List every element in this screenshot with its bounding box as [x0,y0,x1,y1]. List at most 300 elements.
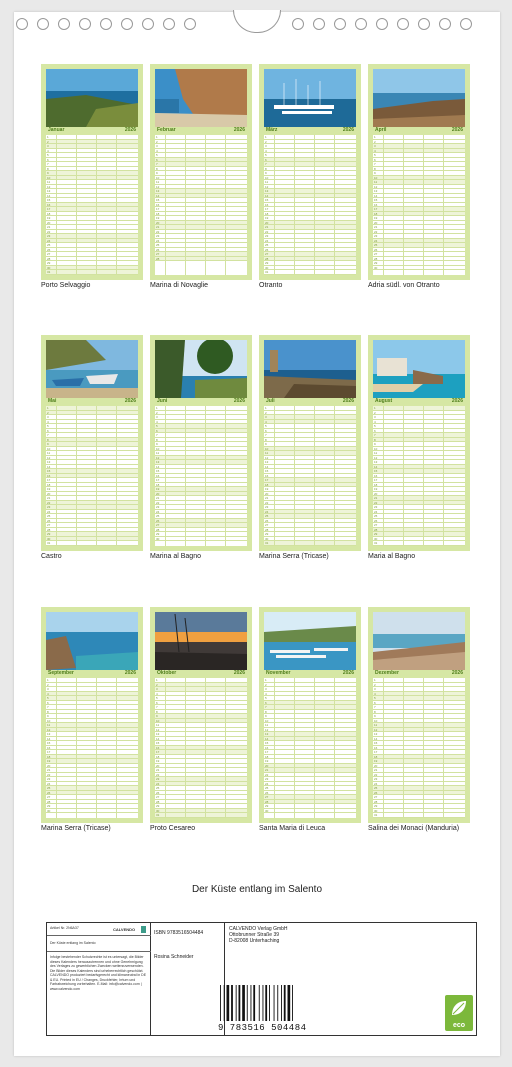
photo-caption: Porto Selvaggio [41,282,91,289]
month-year: 2026 [233,670,245,676]
day-number: 30 [265,808,269,813]
planner-grid [264,406,356,546]
day-number: 18 [374,211,378,216]
planner-grid [373,135,465,275]
binding-hole [418,18,430,30]
day-number: 29 [374,261,378,266]
day-number: 14 [374,193,378,198]
day-number: 25 [156,514,160,519]
day-number: 25 [265,786,269,791]
day-number: 7 [156,433,158,438]
month-name: November [266,670,291,676]
day-number: 31 [265,270,269,275]
day-number: 12 [374,184,378,189]
day-number: 20 [156,491,160,496]
barcode-number: 9 783516 504484 [218,1023,307,1033]
day-number: 28 [374,799,378,804]
day-number: 16 [156,202,160,207]
day-number: 15 [374,198,378,203]
day-number: 30 [47,265,51,270]
day-number: 18 [156,482,160,487]
day-number: 6 [47,157,49,162]
day-number: 7 [374,705,376,710]
day-number: 15 [47,198,51,203]
planner-column-divider [294,406,295,546]
day-number: 8 [265,437,267,442]
day-number: 31 [47,270,51,275]
day-number: 28 [374,527,378,532]
planner-column-divider [185,135,186,275]
day-number: 23 [265,777,269,782]
planner-column-divider [76,135,77,275]
day-number: 26 [47,518,51,523]
day-number: 2 [47,682,49,687]
planner-column-divider [96,406,97,546]
day-row [373,813,465,818]
photo-caption: Marina al Bagno [150,553,201,560]
day-number: 25 [374,243,378,248]
day-number: 19 [374,487,378,492]
day-number: 3 [265,144,267,149]
planner-column-divider [423,135,424,275]
day-number: 2 [156,410,158,415]
day-row [373,541,465,546]
month-header [373,127,465,134]
day-number: 10 [156,175,160,180]
day-number: 9 [156,171,158,176]
day-number: 24 [156,781,160,786]
day-number: 3 [156,144,158,149]
day-number: 25 [156,243,160,248]
month-name: August [375,398,393,404]
day-number: 23 [374,505,378,510]
planner-column-divider [225,678,226,818]
day-number: 25 [47,243,51,248]
day-number: 21 [265,496,269,501]
day-number: 3 [374,415,376,420]
day-number: 17 [47,478,51,483]
calendar-page [14,12,500,1056]
planner-column-divider [205,406,206,546]
planner-column-divider [185,678,186,818]
day-number: 18 [47,754,51,759]
planner-column-divider [56,135,57,275]
day-number: 8 [47,709,49,714]
day-number: 5 [265,696,267,701]
day-number: 4 [374,691,376,696]
imprint-footer [46,922,477,1036]
month-name: Oktober [157,670,177,676]
day-number: 8 [47,437,49,442]
day-number: 29 [374,804,378,809]
day-number: 5 [374,153,376,158]
day-number: 21 [47,496,51,501]
day-number: 17 [47,750,51,755]
day-number: 18 [156,211,160,216]
day-number: 5 [156,424,158,429]
month-photo [46,340,138,398]
day-number: 3 [47,144,49,149]
planner-column-divider [403,135,404,275]
binding-hole [334,18,346,30]
day-number: 22 [265,500,269,505]
month-panel [368,335,470,551]
day-number: 12 [47,455,51,460]
day-number: 8 [265,166,267,171]
day-number: 8 [156,437,158,442]
binding-hole [163,18,175,30]
imprint-isbn-panel [151,923,225,1035]
day-number: 9 [374,442,376,447]
day-number: 15 [47,469,51,474]
month-panel [150,64,252,280]
day-number: 1 [265,135,267,139]
day-number: 16 [265,202,269,207]
day-number: 10 [374,175,378,180]
binding-hole [313,18,325,30]
day-number: 24 [156,509,160,514]
planner-column-divider [76,406,77,546]
day-number: 20 [374,763,378,768]
month-panel [41,64,143,280]
article-number: Artikel Nr. 2N6A37 [50,926,79,930]
day-number: 1 [47,678,49,682]
planner-column-divider [383,135,384,275]
day-number: 25 [156,786,160,791]
day-number: 19 [265,216,269,221]
day-number: 31 [374,541,378,546]
day-number: 11 [265,180,269,185]
planner-column-divider [443,135,444,275]
day-number: 15 [265,198,269,203]
day-number: 12 [374,727,378,732]
planner-column-divider [165,135,166,275]
day-number: 8 [47,166,49,171]
day-number: 8 [156,709,158,714]
publisher-logo-icon [141,926,146,933]
day-number: 21 [47,225,51,230]
day-number: 6 [47,700,49,705]
day-number: 28 [47,799,51,804]
day-number: 23 [265,234,269,239]
planner-column-divider [274,406,275,546]
day-number: 8 [374,166,376,171]
month-photo [46,69,138,127]
planner-column-divider [403,406,404,546]
day-number: 17 [265,207,269,212]
day-number: 19 [156,487,160,492]
day-number: 16 [156,473,160,478]
eco-badge [445,995,473,1031]
day-number: 2 [265,682,267,687]
day-number: 13 [47,732,51,737]
day-number: 5 [47,696,49,701]
day-number: 17 [156,478,160,483]
month-year: 2026 [233,398,245,404]
day-number: 20 [265,220,269,225]
planner-grid [373,406,465,546]
day-number: 26 [47,247,51,252]
month-photo [373,612,465,670]
day-number: 18 [374,482,378,487]
day-number: 17 [374,478,378,483]
planner-column-divider [403,678,404,818]
publisher-street: Ottobrunner Straße 39 [229,932,280,938]
planner-column-divider [383,678,384,818]
day-number: 23 [156,505,160,510]
month-header [46,127,138,134]
day-number: 9 [265,171,267,176]
publisher-city: D-82008 Unterhaching [229,938,280,944]
day-number: 1 [156,135,158,139]
day-number: 13 [265,189,269,194]
day-number: 19 [374,759,378,764]
day-number: 9 [374,171,376,176]
day-number: 23 [374,234,378,239]
day-number: 4 [47,419,49,424]
planner-column-divider [165,678,166,818]
month-name: Januar [48,127,65,133]
day-number: 17 [156,207,160,212]
day-number: 31 [47,541,51,546]
day-number: 28 [265,256,269,261]
day-number: 6 [265,157,267,162]
day-number: 3 [265,415,267,420]
day-row [46,809,138,814]
day-number: 11 [156,180,160,185]
publisher-name: CALVENDO Verlag GmbH [229,926,288,932]
day-number: 29 [47,261,51,266]
day-number: 2 [374,682,376,687]
planner-column-divider [185,406,186,546]
month-photo [155,69,247,127]
day-number: 21 [265,768,269,773]
day-number: 5 [265,153,267,158]
month-header [373,670,465,677]
day-number: 3 [156,687,158,692]
day-number: 29 [47,532,51,537]
day-number: 11 [47,723,51,728]
day-number: 9 [47,714,49,719]
planner-column-divider [314,678,315,818]
month-photo [373,69,465,127]
month-header [46,670,138,677]
day-number: 29 [47,804,51,809]
day-number: 31 [374,813,378,818]
day-number: 1 [156,678,158,682]
day-number: 28 [156,799,160,804]
day-number: 7 [47,705,49,710]
photo-caption: Maria al Bagno [368,553,416,560]
day-number: 4 [265,148,267,153]
day-number: 15 [265,469,269,474]
day-number: 18 [265,754,269,759]
day-number: 21 [47,768,51,773]
planner-column-divider [56,678,57,818]
day-number: 30 [265,265,269,270]
month-year: 2026 [342,127,354,133]
author-name: Rosina Schneider [154,954,194,960]
day-number: 3 [374,144,376,149]
day-number: 18 [47,211,51,216]
day-number: 11 [374,723,378,728]
day-number: 9 [265,714,267,719]
day-number: 12 [265,727,269,732]
day-number: 1 [47,135,49,139]
day-number: 22 [47,772,51,777]
day-number: 20 [47,220,51,225]
day-number: 22 [47,229,51,234]
day-number: 24 [265,238,269,243]
day-number: 29 [374,532,378,537]
planner-column-divider [294,135,295,275]
day-number: 12 [156,727,160,732]
day-number: 4 [265,691,267,696]
day-number: 15 [374,741,378,746]
day-row [155,537,247,542]
planner-column-divider [165,406,166,546]
planner-grid [373,678,465,818]
day-number: 9 [156,714,158,719]
binding-hole [460,18,472,30]
day-number: 14 [47,193,51,198]
day-number: 17 [265,478,269,483]
day-number: 12 [156,184,160,189]
day-number: 30 [374,536,378,541]
month-panel [150,607,252,823]
binding-hole [121,18,133,30]
planner-grid [46,678,138,818]
month-photo [373,340,465,398]
day-number: 22 [156,229,160,234]
binding-hole [79,18,91,30]
day-number: 14 [47,464,51,469]
day-number: 17 [265,750,269,755]
day-number: 24 [47,509,51,514]
day-number: 19 [265,759,269,764]
day-number: 30 [374,808,378,813]
photo-caption: Proto Cesareo [150,825,196,832]
planner-column-divider [294,678,295,818]
day-number: 9 [374,714,376,719]
day-number: 6 [374,700,376,705]
day-number: 22 [156,772,160,777]
day-number: 16 [156,745,160,750]
photo-caption: Otranto [259,282,283,289]
day-number: 7 [156,162,158,167]
binding-hole [292,18,304,30]
day-number: 30 [156,808,160,813]
month-year: 2026 [124,127,136,133]
day-number: 19 [156,759,160,764]
planner-column-divider [225,406,226,546]
planner-column-divider [423,406,424,546]
day-number: 27 [265,795,269,800]
day-number: 20 [47,491,51,496]
month-name: April [375,127,387,133]
day-number: 28 [47,256,51,261]
month-year: 2026 [342,398,354,404]
month-name: Juni [157,398,168,404]
day-number: 20 [374,491,378,496]
day-number: 23 [47,777,51,782]
day-number: 10 [47,446,51,451]
month-name: Dezember [375,670,399,676]
planner-grid [155,406,247,546]
planner-column-divider [383,406,384,546]
isbn-text: ISBN 9783516504484 [154,930,204,936]
day-number: 12 [156,455,160,460]
planner-grid [46,135,138,275]
day-number: 28 [374,256,378,261]
day-number: 14 [265,736,269,741]
photo-caption: Castro [41,553,62,560]
month-panel [150,335,252,551]
month-header [373,398,465,405]
day-number: 5 [374,696,376,701]
planner-column-divider [205,135,206,275]
day-number: 4 [156,419,158,424]
day-number: 24 [374,781,378,786]
photo-caption: Santa Maria di Leuca [259,825,326,832]
day-number: 1 [265,678,267,682]
day-number: 21 [374,225,378,230]
month-header [155,127,247,134]
day-number: 13 [374,189,378,194]
day-number: 9 [265,442,267,447]
day-row [46,541,138,546]
day-number: 7 [374,162,376,167]
day-number: 16 [47,745,51,750]
day-number: 28 [156,256,160,261]
leaf-icon [449,998,469,1018]
planner-column-divider [443,406,444,546]
day-number: 27 [265,252,269,257]
day-number: 21 [374,496,378,501]
day-number: 11 [374,451,378,456]
day-number: 12 [47,727,51,732]
day-number: 26 [374,518,378,523]
day-number: 25 [374,514,378,519]
day-number: 26 [156,247,160,252]
day-number: 16 [374,473,378,478]
month-name: März [266,127,278,133]
day-number: 28 [265,527,269,532]
day-number: 24 [47,781,51,786]
day-number: 3 [156,415,158,420]
month-year: 2026 [451,398,463,404]
month-name: Mai [48,398,57,404]
day-number: 5 [47,424,49,429]
planner-column-divider [225,135,226,275]
binding-hole [439,18,451,30]
day-number: 9 [47,442,49,447]
day-number: 28 [265,799,269,804]
binding-hole [397,18,409,30]
day-number: 13 [374,460,378,465]
day-number: 10 [47,718,51,723]
day-number: 3 [47,415,49,420]
day-number: 20 [374,220,378,225]
day-number: 17 [374,207,378,212]
day-number: 26 [47,790,51,795]
day-number: 10 [265,446,269,451]
month-year: 2026 [451,127,463,133]
planner-column-divider [76,678,77,818]
day-number: 22 [374,229,378,234]
day-number: 13 [265,732,269,737]
month-panel [259,607,361,823]
